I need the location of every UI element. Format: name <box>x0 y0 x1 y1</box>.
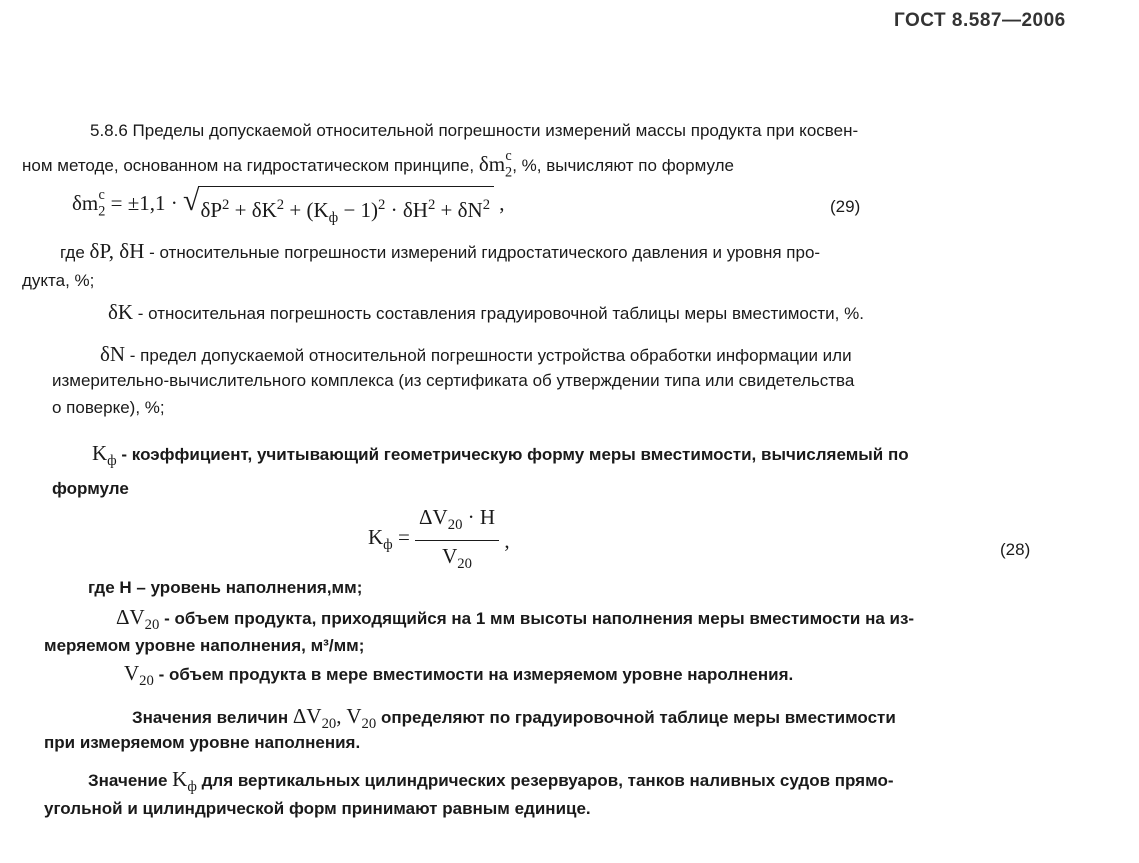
paragraph-text: - объем продукта в мере вместимости на измеряемом уровне наролнения. <box>153 665 794 684</box>
symbol-dv20: $\Delta V_{20}$ <box>116 605 160 634</box>
symbol-dp-dh: δP, δH <box>89 239 145 263</box>
formula-28: $K_ф$ = $\frac{\Delta V_{20} \cdot H}{V_{20}}$ , <box>368 504 510 577</box>
paragraph-text: - объем продукта, приходящийся на 1 мм высоты наполнения меры вместимости на из- <box>159 609 915 628</box>
def-dn-line-2: измерительно-вычислительного комплекса (из сертификата об утверждении типа или свидетельства <box>52 371 855 390</box>
paragraph-text: для вертикальных цилиндрических резервуаров, танков наливных судов прямо- <box>196 771 894 790</box>
paragraph-text: - предел допускаемой относительной погрешности устройства обработки информации или <box>125 346 852 365</box>
document-code: ГОСТ 8.587—2006 <box>894 10 1066 31</box>
formula-29-number: (29) <box>830 197 861 216</box>
symbol-dv20-v20: $\Delta V_{20}$, $V_{20}$ <box>292 704 377 733</box>
fraction: $\frac{\Delta V_{20} \cdot H}{V_{20}}$ <box>415 504 499 577</box>
def-kf <box>92 440 909 474</box>
formula-29: δm c $_2$ = ±1,1 · √ $\delta P^2 + \delta K^2 + (K_ф - 1)^2 \cdot \delta H^2 + \delta N^2$ , <box>72 186 505 234</box>
where-dp-dh <box>60 238 820 266</box>
def-dn <box>100 341 852 369</box>
symbol-kf: $K_ф$ <box>172 767 197 796</box>
paragraph-text: ном методе, основанном на гидростатическом принципе, <box>22 156 479 175</box>
symbol-delta-m2c: δm c $_2$ <box>478 148 513 181</box>
def-dk <box>108 299 864 327</box>
square-root: √ $\delta P^2 + \delta K^2 + (K_ф - 1)^2 \cdot \delta H^2 + \delta N^2$ <box>183 186 494 234</box>
paragraph-text: Значения величин <box>132 708 293 727</box>
def-dn-line-3: о поверке), %; <box>52 398 165 417</box>
symbol-dk: δK <box>108 300 134 324</box>
paragraph-text: - относительная погрешность составления градуировочной таблицы меры вместимости, %. <box>133 304 864 323</box>
paragraph-text: где <box>60 243 90 262</box>
paragraph-text: Значение <box>88 771 173 790</box>
paragraph-5-8-6-line-2 <box>22 148 734 186</box>
paragraph-5-8-6-line-1: 5.8.6 Пределы допускаемой относительной погрешности измерений массы продукта при косвен- <box>90 121 859 140</box>
where-dp-dh-cont: дукта, %; <box>22 271 95 290</box>
final-paragraph-line-2: угольной и цилиндрической форм принимают равным единице. <box>44 799 591 818</box>
def-v20 <box>124 660 793 694</box>
paragraph-text: , %, вычисляют по формуле <box>512 156 734 175</box>
paragraph-text: - коэффициент, учитывающий геометрическую форму меры вместимости, вычисляемый по <box>116 445 909 464</box>
values-paragraph-line-2: при измеряемом уровне наполнения. <box>44 733 361 752</box>
symbol-kf: $K_ф$ <box>92 441 117 470</box>
formula-28-number: (28) <box>1000 540 1031 559</box>
def-dv20-line-2: меряемом уровне наполнения, м³/мм; <box>44 636 365 655</box>
def-kf-line-2: формуле <box>52 479 129 498</box>
def-h: где Н – уровень наполнения,мм; <box>88 578 363 597</box>
paragraph-text: - относительные погрешности измерений гидростатического давления и уровня про- <box>144 243 821 262</box>
symbol-dn: δN <box>100 342 126 366</box>
paragraph-text: определяют по градуировочной таблице меры вместимости <box>376 708 896 727</box>
symbol-v20: $V_{20}$ <box>124 661 154 690</box>
